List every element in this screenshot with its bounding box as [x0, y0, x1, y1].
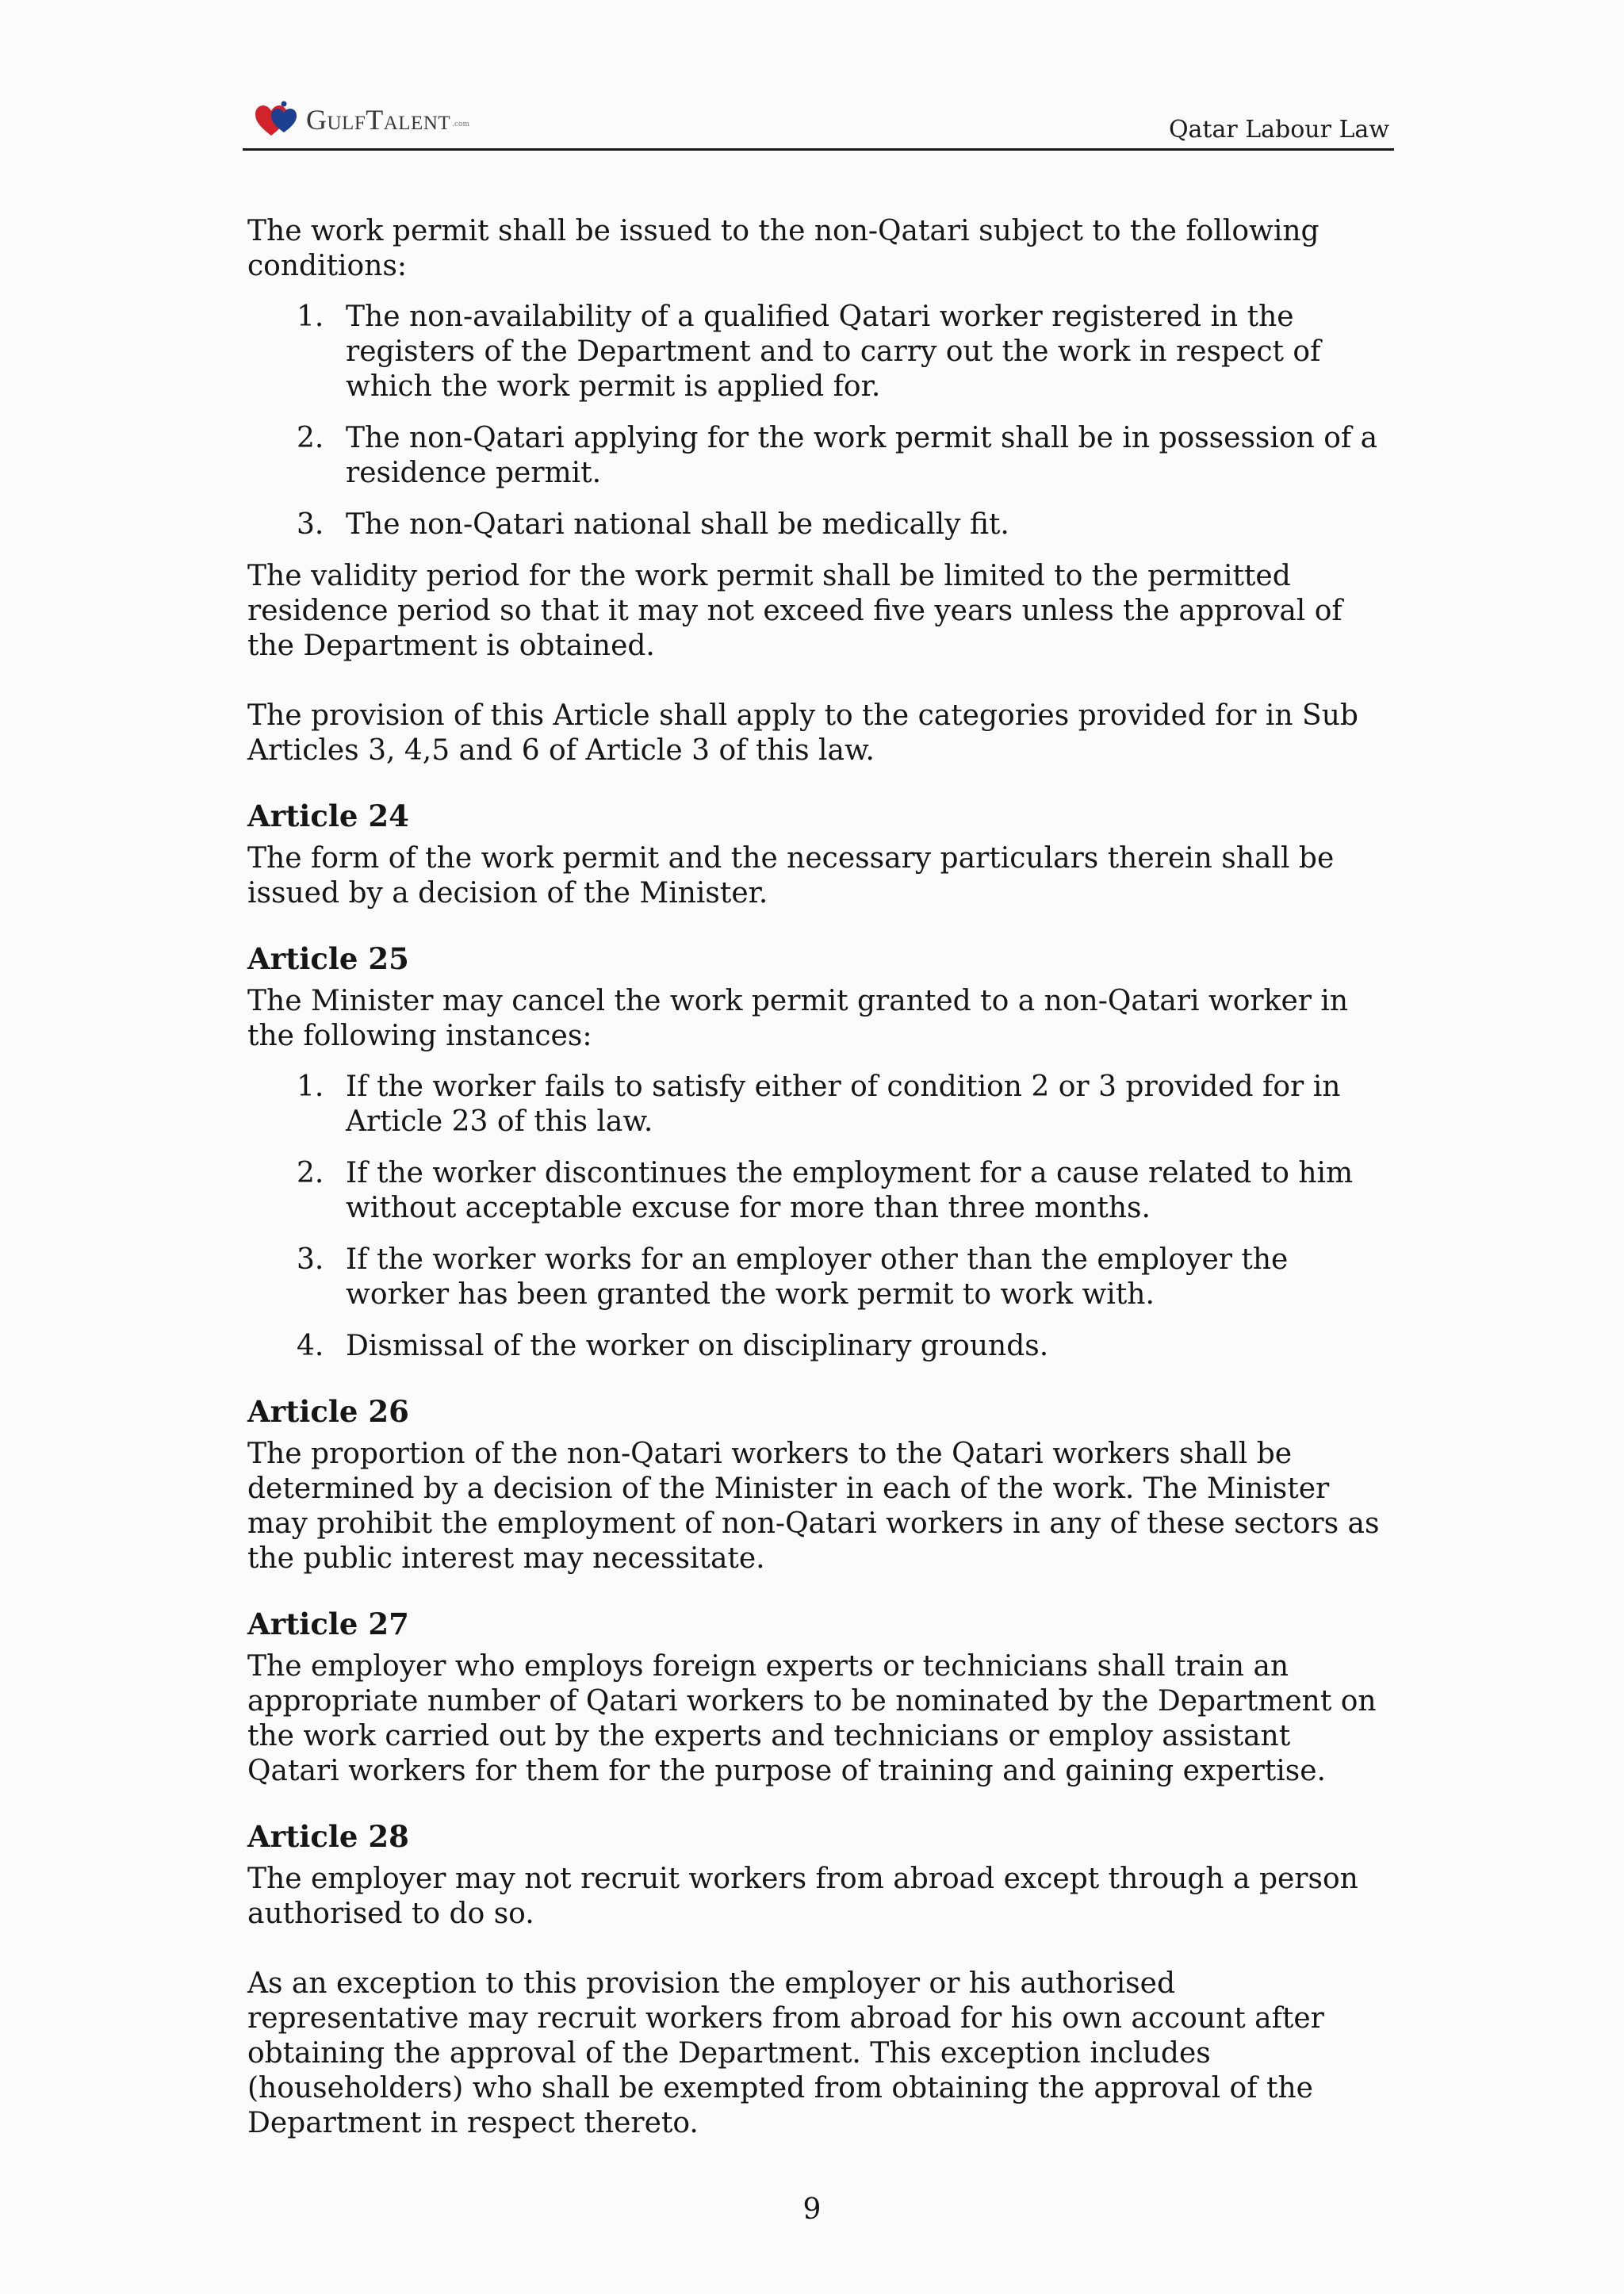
- list-item-text: If the worker fails to satisfy either of condition 2 or 3 provided for in Article 23 of this law.: [346, 1070, 1341, 1138]
- article-24-heading: Article 24: [247, 798, 409, 833]
- list-item-text: If the worker works for an employer other than the employer the worker has been granted the work permit to work with.: [346, 1243, 1289, 1311]
- list-item-text: Dismissal of the worker on disciplinary grounds.: [346, 1330, 1049, 1362]
- article-28-heading: Article 28: [247, 1819, 409, 1854]
- article-24-text: The form of the work permit and the necessary particulars therein shall be issued by a decision of the Minister.: [247, 842, 1335, 910]
- list-item-text: The non-availability of a qualified Qatari worker registered in the registers of the Department and to carry out the work in respect of which the work permit is applied for.: [346, 301, 1321, 403]
- instances-list: [247, 1070, 1389, 1364]
- validity-paragraph: The validity period for the work permit shall be limited to the permitted residence period so that it may not exceed five years unless the approval of the Department is obtained.: [247, 560, 1342, 662]
- list-number: 2.: [297, 1157, 324, 1189]
- list-number: 3.: [297, 508, 324, 541]
- running-title: Qatar Labour Law: [1168, 116, 1389, 144]
- logo-text: GulfTalent: [306, 104, 451, 136]
- article-26-text: The proportion of the non-Qatari workers to the Qatari workers shall be determined by a decision of the Minister in each of the work. The Minister may prohibit the employment of non-Qatari workers in any of these sectors as the public interest may necessitate.: [247, 1438, 1380, 1575]
- article-26-heading: Article 26: [247, 1394, 409, 1429]
- article-25-heading: Article 25: [247, 941, 409, 976]
- list-item: [247, 1243, 1389, 1312]
- gulftalent-logo: [254, 100, 469, 140]
- article-27-text: The employer who employs foreign experts or technicians shall train an appropriate number of Qatari workers to be nominated by the Department on the work carried out by the experts and technicians or employ assistant Qatari workers for them for the purpose of training and gaining expertise.: [247, 1650, 1377, 1787]
- list-number: 1.: [297, 301, 324, 333]
- list-item: [247, 507, 1389, 542]
- list-number: 1.: [297, 1070, 324, 1103]
- logo-suffix: .com: [452, 121, 469, 128]
- intro-paragraph: The work permit shall be issued to the non-Qatari subject to the following conditions:: [247, 215, 1320, 282]
- article-27-heading: Article 27: [247, 1607, 409, 1641]
- article-28-text: The employer may not recruit workers from abroad except through a person authorised to do so.: [247, 1863, 1358, 1930]
- hearts-logo-icon: [254, 101, 301, 139]
- list-number: 2.: [297, 422, 324, 454]
- article-28-exception: As an exception to this provision the employer or his authorised representative may recruit workers from abroad for his own account after obtaining the approval of the Department. This exception includes (householders) who shall be exempted from obtaining the approval of the Department in respect thereto.: [247, 1967, 1324, 2139]
- list-item: [247, 1329, 1389, 1364]
- provision-paragraph: The provision of this Article shall apply to the categories provided for in Sub Articles 3, 4,5 and 6 of Article 3 of this law.: [247, 699, 1358, 767]
- list-number: 4.: [297, 1330, 324, 1362]
- list-item-text: The non-Qatari applying for the work permit shall be in possession of a residence permit.: [346, 422, 1378, 489]
- list-item-text: The non-Qatari national shall be medically fit.: [346, 508, 1009, 541]
- list-item: [247, 300, 1389, 404]
- page-number: 9: [802, 2193, 822, 2226]
- page-body: [247, 214, 1389, 2141]
- list-item: [247, 1070, 1389, 1139]
- conditions-list: [247, 300, 1389, 542]
- list-item: [247, 421, 1389, 491]
- header-rule: [243, 148, 1394, 151]
- list-item-text: If the worker discontinues the employment for a cause related to him without acceptable excuse for more than three months.: [346, 1157, 1354, 1224]
- article-25-text: The Minister may cancel the work permit granted to a non-Qatari worker in the following instances:: [247, 985, 1349, 1052]
- list-number: 3.: [297, 1243, 324, 1276]
- list-item: [247, 1156, 1389, 1226]
- page-header: [243, 97, 1394, 151]
